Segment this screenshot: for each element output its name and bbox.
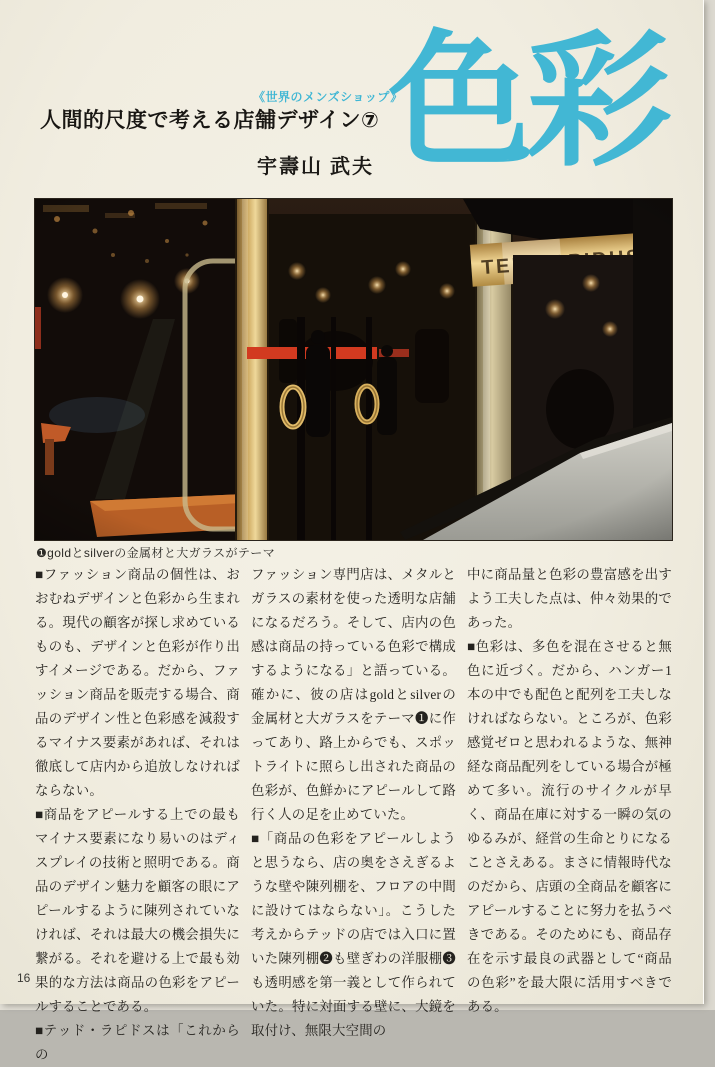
paragraph: ■商品をアピールする上での最もマイナス要素になり易いのはディスプレイの技術と照明である。商品のデザイン魅力を顧客の眼にアピールするように陳列されていなければ、それは最大の機会損失に繋がる。それを避ける上で最も効果的な方法は商品の色彩をアピールすることである。	[35, 807, 240, 1014]
page-number: 16	[17, 971, 31, 985]
series-label: 《世界のメンズショップ》	[253, 90, 403, 104]
paragraph: ■色彩は、多色を混在させると無色に近づく。だから、ハンガー1本の中でも配色と配列を工夫しなければならない。ところが、色彩感覚ゼロと思われるような、無神経な商品配列をしている場合が極めて多い。流行のサイクルが早く、商品在庫に対する一瞬の気のゆるみが、経営の生命とりになることさえある。まさに情報時代なのだから、店頭の全商品を顧客にアピールすることに努力を払うべきである。そのためにも、商品存在を示す最良の武器として“商品の色彩”を最大限に活用すべきである。	[467, 639, 672, 1014]
paragraph: ■ファッション商品の個性は、おおむねデザインと色彩から生まれる。現代の顧客が探し求めているものも、デザインと色彩が作り出すイメージである。だから、ファッション商品を販売する場合、商品のデザイン性と色彩感を減殺するマイナス要素があれば、それは徹底して店内から追放しなければならない。	[35, 567, 240, 798]
page-title: 色彩	[388, 22, 664, 184]
paragraph: ファッション専門店は、メタルとガラスの素材を使った透明な店舗になるだろう。そして、店内の色感は商品の持っている色彩で構成するようになる」と語っている。確かに、彼の店はgoldとsilverの金属材と大ガラスをテーマ❶に作ってあり、路上からでも、スポットライトに照らし出された商品の色彩が、色鮮かにアピールして路行く人の足を止めていた。	[251, 567, 456, 822]
article-column-1	[35, 563, 240, 1067]
storefront-photo-art	[35, 199, 672, 540]
author-name: 宇壽山 武夫	[257, 156, 374, 178]
article-body	[35, 563, 672, 1067]
paragraph: ■テッド・ラピドスは「これからの	[35, 1023, 240, 1062]
article-headline: 人間的尺度で考える店舗デザイン⑦	[40, 109, 380, 132]
paragraph: 中に商品量と色彩の豊富感を出すよう工夫した点は、仲々効果的であった。	[467, 567, 672, 630]
article-column-2	[251, 563, 456, 1067]
article-column-3	[467, 563, 672, 1067]
photo-vignette	[35, 199, 672, 540]
paragraph: ■「商品の色彩をアピールしようと思うなら、店の奥をさえぎるような壁や陳列棚を、フロアの中間に設けてはならない」。こうした考えからテッドの店では入口に置いた陳列棚❷も壁ぎわの洋服棚❸も透明感を第一義として作られていた。特に対面する壁に、大鏡を取付け、無限大空間の	[251, 831, 456, 1038]
photo-caption: ❶goldとsilverの金属材と大ガラスがテーマ	[36, 546, 276, 560]
storefront-photo	[35, 199, 672, 540]
